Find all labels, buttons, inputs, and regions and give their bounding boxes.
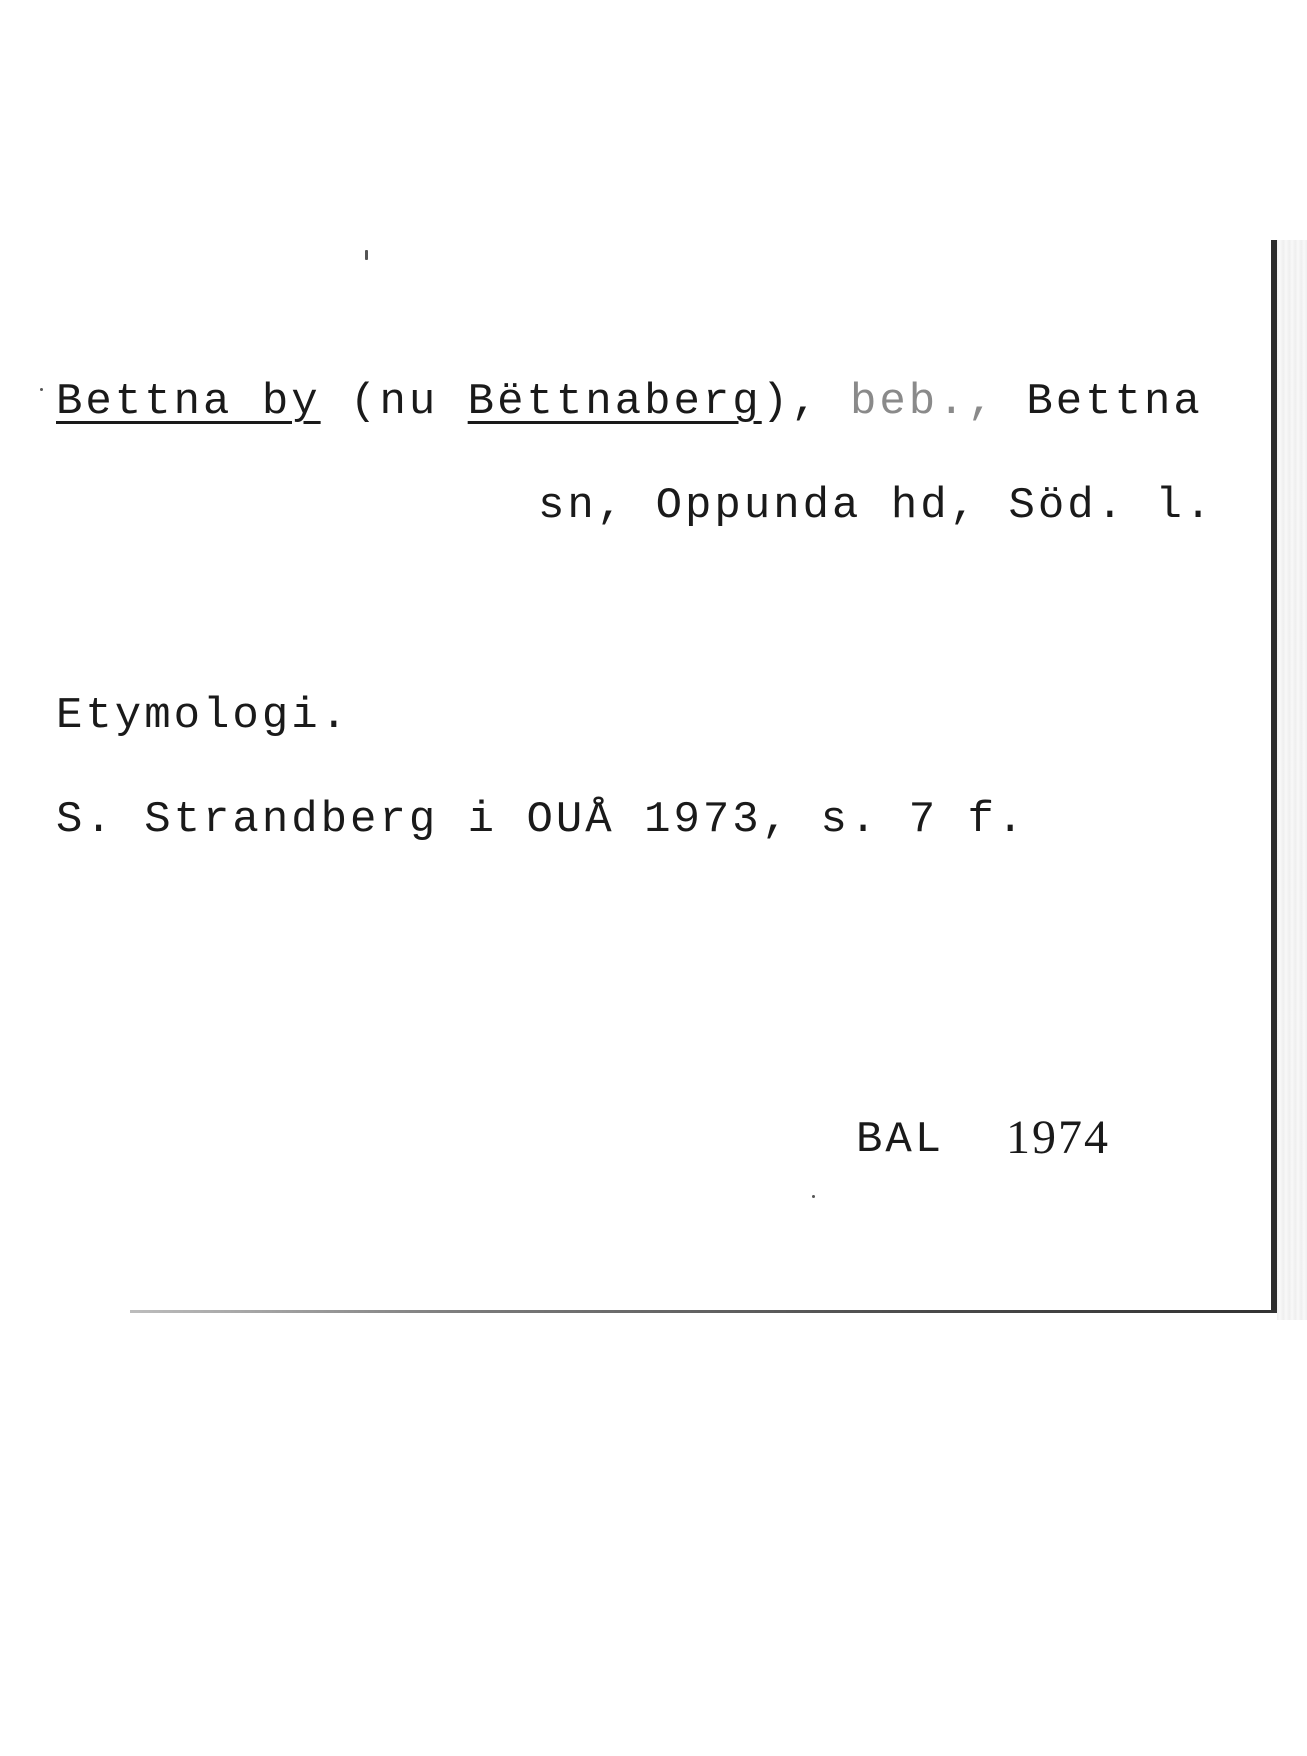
card-edge-shadow: [1277, 240, 1307, 1320]
etymology-label: Etymologi.: [56, 691, 351, 741]
current-name: Bëttnaberg: [467, 377, 762, 427]
line1-rest-a: ),: [761, 377, 850, 427]
reference-line: S. Strandberg i OUÅ 1973, s. 7 f.: [56, 795, 1027, 845]
headword: Bettna by: [56, 377, 321, 427]
card-bottom-edge: [130, 1310, 1277, 1313]
line1-rest-c: Bettna: [996, 377, 1203, 427]
signature: BAL: [856, 1115, 945, 1165]
entry-line-1: [56, 377, 1203, 427]
signature-year: 1974: [1006, 1111, 1110, 1164]
speck: [365, 250, 368, 260]
speck: [40, 388, 43, 391]
speck: [812, 1195, 815, 1198]
entry-line-2: sn, Oppunda hd, Söd. l.: [538, 481, 1215, 531]
line1-rest-b: beb.,: [849, 377, 997, 427]
paren-open: (nu: [350, 377, 468, 427]
